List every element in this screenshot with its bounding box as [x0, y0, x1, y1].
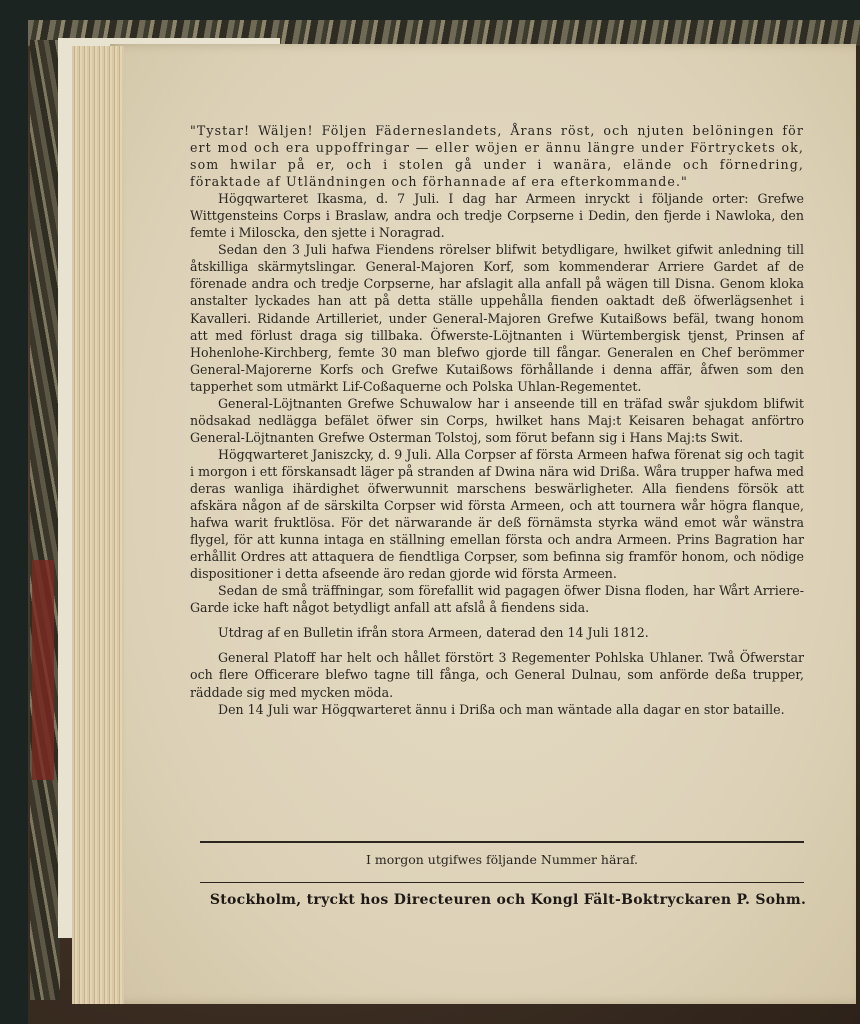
- rule-top: [200, 841, 804, 843]
- headquarters-janiszcky-paragraph: Högqwarteret Janiszcky, d. 9 Juli. Alla Corpser af första Armeen hafwa förenat sig och tagit i morgon i ett förskansadt läger på stranden af Dwina nära wid Drißa. Wåra trupper hafwa med deras wanliga ihärdighet öfwerwunnit marschens beswärligheter. Alla fiendens försök att afskära någon af de särskilta Corpser wid första Armeen, och att tournera wår högra flanque, hafwa warit fruktlösa. För det närwarande är deß förnämsta styrka wänd emot wår wänstra flygel, för att kunna intaga en ställning emellan första och andra Armeen. Prins Bagration har erhållit Ordres att attaquera de fiendtliga Corpser, som befinna sig framför honom, och nödige dispositioner i detta afseende äro redan gjorde wid första Armeen.: [190, 446, 804, 582]
- bulletin-text: [190, 122, 804, 718]
- proclamation-paragraph: "Tystar! Wäljen! Följen Fäderneslandets, Årans röst, och njuten belöningen för ert mod och era uppoffringar — eller wöjen er ännu längre under Förtryckets ok, som hwilar på er, och i stolen gå under i wanära, elände och förnedring, föraktade af Utländningen och förhannade af era efterkommande.": [190, 123, 804, 190]
- command-change-paragraph: General-Löjtnanten Grefwe Schuwalow har i anseende till en träfad swår sjukdom blifwit nödsakad nedlägga befälet öfwer sin Corps, hwilket hans Maj:t Keisaren behagat anförtro General-Löjtnanten Grefwe Osterman Tolstoj, som förut befann sig i Hans Maj:ts Swit.: [190, 395, 804, 445]
- headquarters-ikasma-paragraph: Högqwarteret Ikasma, d. 7 Juli. I dag har Armeen inryckt i följande orter: Grefwe Wittgensteins Corps i Braslaw, andra och tredje Corpserne i Dedin, den fjerde i Nawloka, den femte i Miloscka, den sjette i Noragrad.: [190, 191, 804, 241]
- drissa-paragraph: Den 14 Juli war Högqwarteret ännu i Drißa och man wäntade alla dagar en stor bataille.: [218, 701, 785, 717]
- printed-page: [110, 44, 856, 1004]
- platoff-paragraph: General Platoff har helt och hållet förstört 3 Regementer Pohlska Uhlaner. Twå Öfwerstar och flere Officerare blefwo tagne till fånga, och General Dulnau, som anförde deßa trupper, räddade sig med mycken möda.: [190, 650, 804, 700]
- bulletin-dateline: Utdrag af en Bulletin ifrån stora Armeen, daterad den 14 Juli 1812.: [218, 625, 649, 641]
- marbled-board-left: [30, 40, 60, 1000]
- spine-leather: [32, 560, 54, 780]
- skirmish-paragraph: Sedan den 3 Juli hafwa Fiendens rörelser blifwit betydligare, hwilket gifwit anledning till åtskilliga skärmytslingar. General-Majoren Korf, som kommenderar Arriere Gardet af de förenade andra och tredje Corpserne, har afslagit alla anfall på wägen till Disna. Genom kloka anstalter lyckades han att på detta ställe uppehålla fienden oaktadt deß öfwerlägsenhet i Kavalleri. Ridande Artilleriet, under General-Majoren Grefwe Kutaißows befäl, twang honom att med förlust draga sig tillbaka. Öfwerste-Löjtnanten i Würtembergisk tjenst, Prinsen af Hohenlohe-Kirchberg, femte 30 man blefwo gjorde till fångar. Generalen en Chef berömmer General-Majorerne Korfs och Grefwe Kutaißows förhållande i denna affär, åfwen som den tapperhet som utmärkt Lif-Coßaquerne och Polska Uhlan-Regementet.: [190, 242, 804, 394]
- rearguard-paragraph: Sedan de små träffningar, som förefallit wid pagagen öfwer Disna floden, har Wårt Arriere-Garde icke haft något betydligt anfall att afslå å fiendens sida.: [190, 583, 804, 616]
- page-edges: [72, 46, 124, 1004]
- printer-imprint: Stockholm, tryckt hos Directeuren och Kongl Fält-Boktryckaren P. Sohm.: [209, 892, 807, 908]
- next-issue-notice: I morgon utgifwes följande Nummer häraf.: [365, 852, 639, 867]
- rule-bottom: [200, 882, 804, 883]
